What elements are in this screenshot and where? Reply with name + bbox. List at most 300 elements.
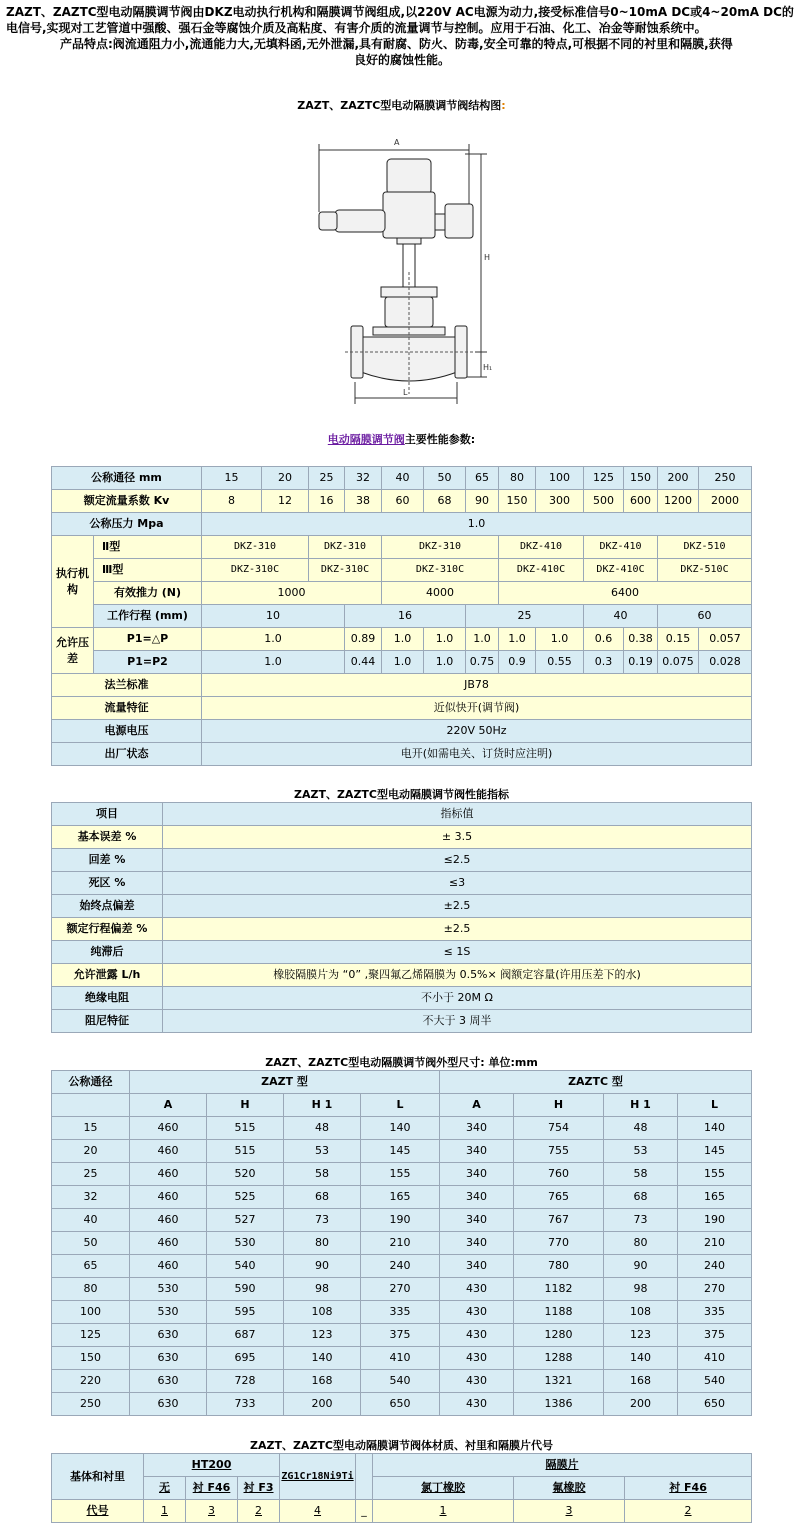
dim-cell: 240 — [361, 1255, 440, 1278]
dn-value: 40 — [382, 467, 424, 490]
table-row — [52, 1140, 752, 1163]
dim-cell: 123 — [284, 1324, 361, 1347]
dp1-value: 1.0 — [499, 628, 536, 651]
col-header: A — [440, 1094, 514, 1117]
dim-cell: 210 — [361, 1232, 440, 1255]
dim-cell: 155 — [678, 1163, 752, 1186]
type2-value: DKZ-310 — [202, 536, 309, 559]
dim-cell: 48 — [604, 1117, 678, 1140]
dn-cell: 150 — [52, 1347, 130, 1370]
table-row — [52, 467, 752, 490]
dn-value: 65 — [466, 467, 499, 490]
dimension-h1-label: H₁ — [483, 363, 493, 372]
diagram-title: ZAZT、ZAZTC型电动隔膜调节阀结构图: — [297, 99, 506, 112]
dim-cell: 770 — [514, 1232, 604, 1255]
dim-cell: 540 — [361, 1370, 440, 1393]
dim-cell: 460 — [130, 1163, 207, 1186]
dn-value: 80 — [499, 467, 536, 490]
dn-cell: 40 — [52, 1209, 130, 1232]
dim-cell: 270 — [678, 1278, 752, 1301]
dim-cell: 140 — [604, 1347, 678, 1370]
dim-cell: 527 — [207, 1209, 284, 1232]
table-row — [52, 1094, 752, 1117]
dn-value: 200 — [658, 467, 699, 490]
dim-cell: 687 — [207, 1324, 284, 1347]
type2-value: DKZ-410 — [584, 536, 658, 559]
dim-cell: 590 — [207, 1278, 284, 1301]
dim-cell: 460 — [130, 1232, 207, 1255]
dimension-l-label: L — [403, 388, 408, 397]
flange-value: JB78 — [202, 674, 752, 697]
dp2-value: 1.0 — [382, 651, 424, 674]
performance-parameters-table — [51, 466, 752, 766]
dim-cell: 1188 — [514, 1301, 604, 1324]
dim-cell: 460 — [130, 1255, 207, 1278]
dim-cell: 375 — [678, 1324, 752, 1347]
dim-cell: 90 — [284, 1255, 361, 1278]
dim-cell: 1321 — [514, 1370, 604, 1393]
flow-label: 流量特征 — [52, 697, 202, 720]
intro-paragraph-3: 良好的腐蚀性能。 — [353, 53, 450, 67]
dim-cell: 540 — [207, 1255, 284, 1278]
table-row — [52, 513, 752, 536]
zaztc-header: ZAZTC 型 — [440, 1071, 752, 1094]
type3-value: DKZ-510C — [658, 559, 752, 582]
dn-value: 125 — [584, 467, 624, 490]
dn-label: 公称通径 mm — [52, 467, 202, 490]
table-row — [52, 674, 752, 697]
dn-cell: 65 — [52, 1255, 130, 1278]
table-row — [52, 1477, 752, 1500]
kv-value: 600 — [624, 490, 658, 513]
dn-cell: 50 — [52, 1232, 130, 1255]
dn-cell: 100 — [52, 1301, 130, 1324]
dim-cell: 430 — [440, 1370, 514, 1393]
table-row — [52, 743, 752, 766]
kv-value: 16 — [309, 490, 345, 513]
stroke-value: 16 — [345, 605, 466, 628]
table-row — [52, 1500, 752, 1523]
dim-cell: 340 — [440, 1255, 514, 1278]
dim-cell: 430 — [440, 1393, 514, 1416]
dim-cell: 630 — [130, 1393, 207, 1416]
dim-cell: 540 — [678, 1370, 752, 1393]
dim-cell: 68 — [284, 1186, 361, 1209]
dim-cell: 340 — [440, 1140, 514, 1163]
dp1-label: P1=△P — [94, 628, 202, 651]
dim-cell: 53 — [284, 1140, 361, 1163]
dim-cell: 155 — [361, 1163, 440, 1186]
stroke-value: 40 — [584, 605, 658, 628]
type3-label: Ⅲ型 — [94, 559, 202, 582]
table-row — [52, 1010, 752, 1033]
kv-value: 150 — [499, 490, 536, 513]
dim-cell: 733 — [207, 1393, 284, 1416]
table-row — [52, 918, 752, 941]
dp2-value: 0.19 — [624, 651, 658, 674]
factory-label: 出厂状态 — [52, 743, 202, 766]
table-row — [52, 1232, 752, 1255]
performance-title: 电动隔膜调节阀主要性能参数: — [327, 433, 476, 446]
dp2-value: 0.3 — [584, 651, 624, 674]
table-row — [52, 536, 752, 559]
dp2-value: 0.75 — [466, 651, 499, 674]
code-value: _ — [356, 1500, 373, 1523]
intro-text — [6, 4, 798, 68]
col-header: A — [130, 1094, 207, 1117]
dim-cell: 410 — [361, 1347, 440, 1370]
dn-value: 50 — [424, 467, 466, 490]
power-label: 电源电压 — [52, 720, 202, 743]
table-row — [52, 697, 752, 720]
dp2-value: 0.9 — [499, 651, 536, 674]
table-row — [52, 1209, 752, 1232]
dp1-value: 1.0 — [536, 628, 584, 651]
dim-cell: 145 — [361, 1140, 440, 1163]
dim-cell: 515 — [207, 1117, 284, 1140]
dim-cell: 168 — [284, 1370, 361, 1393]
dp2-value: 1.0 — [202, 651, 345, 674]
kv-value: 2000 — [699, 490, 752, 513]
dp1-value: 0.6 — [584, 628, 624, 651]
dim-cell: 430 — [440, 1301, 514, 1324]
dn-value: 25 — [309, 467, 345, 490]
head-value: 指标值 — [163, 803, 752, 826]
dim-cell: 140 — [678, 1117, 752, 1140]
kv-value: 12 — [262, 490, 309, 513]
table-row — [52, 826, 752, 849]
index-value: 橡胶隔膜片为 “0” ,聚四氟乙烯隔膜为 0.5%× 阀额定容量(许用压差下的水) — [163, 964, 752, 987]
dn-cell: 250 — [52, 1393, 130, 1416]
table-row — [52, 895, 752, 918]
dim-cell: 90 — [604, 1255, 678, 1278]
index-key: 额定行程偏差 % — [52, 918, 163, 941]
dn-value: 20 — [262, 467, 309, 490]
table-row — [52, 490, 752, 513]
code-label: 代号 — [52, 1500, 144, 1523]
materials-code-table — [51, 1453, 752, 1523]
col-header: H — [514, 1094, 604, 1117]
dimension-h-label: H — [484, 253, 491, 262]
dim-cell: 460 — [130, 1117, 207, 1140]
col-header: H 1 — [604, 1094, 678, 1117]
index-key: 回差 % — [52, 849, 163, 872]
table-row — [52, 1255, 752, 1278]
dim-cell: 430 — [440, 1324, 514, 1347]
kv-value: 8 — [202, 490, 262, 513]
dim-cell: 335 — [678, 1301, 752, 1324]
col-header: L — [361, 1094, 440, 1117]
code-value: 1 — [373, 1500, 514, 1523]
dim-cell: 140 — [361, 1117, 440, 1140]
thrust-label: 有效推力 (N) — [94, 582, 202, 605]
table-row — [52, 1393, 752, 1416]
pn-label: 公称压力 Mpa — [52, 513, 202, 536]
type2-value: DKZ-310 — [309, 536, 382, 559]
dim-cell: 48 — [284, 1117, 361, 1140]
zg-header: ZG1Cr18Ni9Ti — [280, 1454, 356, 1500]
materials-title: ZAZT、ZAZTC型电动隔膜调节阀体材质、衬里和隔膜片代号 — [249, 1439, 553, 1452]
dim-cell: 695 — [207, 1347, 284, 1370]
dim-cell: 58 — [284, 1163, 361, 1186]
table-row — [52, 1163, 752, 1186]
index-value: ≤2.5 — [163, 849, 752, 872]
index-value: ±2.5 — [163, 918, 752, 941]
thrust-value: 6400 — [499, 582, 752, 605]
table-row — [52, 651, 752, 674]
dn-value: 100 — [536, 467, 584, 490]
dim-cell: 650 — [678, 1393, 752, 1416]
dim-cell: 1288 — [514, 1347, 604, 1370]
dim-cell: 80 — [604, 1232, 678, 1255]
performance-title-link[interactable]: 电动隔膜调节阀 — [327, 433, 405, 446]
kv-value: 38 — [345, 490, 382, 513]
table-row — [52, 872, 752, 895]
dn-header: 公称通径 — [52, 1071, 130, 1094]
table-row — [52, 559, 752, 582]
index-key: 始终点偏差 — [52, 895, 163, 918]
dim-cell: 340 — [440, 1209, 514, 1232]
table-row — [52, 605, 752, 628]
dn-cell: 80 — [52, 1278, 130, 1301]
dim-cell: 767 — [514, 1209, 604, 1232]
dp1-value: 1.0 — [202, 628, 345, 651]
dim-cell: 108 — [284, 1301, 361, 1324]
dim-cell: 73 — [284, 1209, 361, 1232]
dn-cell: 32 — [52, 1186, 130, 1209]
code-value: 2 — [238, 1500, 280, 1523]
dim-cell: 754 — [514, 1117, 604, 1140]
thrust-value: 1000 — [202, 582, 382, 605]
code-value: 2 — [625, 1500, 752, 1523]
dim-cell: 98 — [604, 1278, 678, 1301]
index-value: ± 3.5 — [163, 826, 752, 849]
dn-value: 250 — [699, 467, 752, 490]
dim-cell: 515 — [207, 1140, 284, 1163]
dim-cell: 520 — [207, 1163, 284, 1186]
kv-value: 300 — [536, 490, 584, 513]
dim-cell: 430 — [440, 1347, 514, 1370]
kv-value: 1200 — [658, 490, 699, 513]
dim-cell: 728 — [207, 1370, 284, 1393]
table-row — [52, 941, 752, 964]
dim-cell: 335 — [361, 1301, 440, 1324]
head-item: 项目 — [52, 803, 163, 826]
index-title: ZAZT、ZAZTC型电动隔膜调节阀性能指标 — [293, 788, 509, 801]
dn-value: 150 — [624, 467, 658, 490]
dim-cell: 73 — [604, 1209, 678, 1232]
dim-cell: 200 — [284, 1393, 361, 1416]
dp2-value: 1.0 — [424, 651, 466, 674]
dim-cell: 108 — [604, 1301, 678, 1324]
stroke-label: 工作行程 (mm) — [94, 605, 202, 628]
dim-cell: 168 — [604, 1370, 678, 1393]
dim-cell: 595 — [207, 1301, 284, 1324]
table-row — [52, 720, 752, 743]
dp1-value: 0.38 — [624, 628, 658, 651]
kv-label: 额定流量系数 Kv — [52, 490, 202, 513]
dim-cell: 460 — [130, 1186, 207, 1209]
ht200-header: HT200 — [144, 1454, 280, 1477]
dim-cell: 460 — [130, 1209, 207, 1232]
dim-cell: 765 — [514, 1186, 604, 1209]
diaphragm-sub-header: 氟橡胶 — [514, 1477, 625, 1500]
dimensions-table — [51, 1070, 752, 1416]
table-row — [52, 1301, 752, 1324]
dimensions-title: ZAZT、ZAZTC型电动隔膜调节阀外型尺寸: 单位:mm — [265, 1056, 538, 1069]
table-row — [52, 849, 752, 872]
dn-cell: 220 — [52, 1370, 130, 1393]
intro-paragraph-2: 产品特点:阀流通阻力小,流通能力大,无填料函,无外泄漏,具有耐腐、防火、防毒,安全可靠的特点,可根据不同的衬里和隔膜,获得 — [60, 37, 733, 51]
dp1-value: 1.0 — [466, 628, 499, 651]
dim-cell: 530 — [207, 1232, 284, 1255]
table-row — [52, 1071, 752, 1094]
type3-value: DKZ-310C — [382, 559, 499, 582]
table-row — [52, 1278, 752, 1301]
table-row — [52, 1370, 752, 1393]
dim-cell: 68 — [604, 1186, 678, 1209]
dim-cell: 190 — [361, 1209, 440, 1232]
diaphragm-sub-header: 衬 F46 — [625, 1477, 752, 1500]
index-key: 阻尼特征 — [52, 1010, 163, 1033]
index-key: 基本误差 % — [52, 826, 163, 849]
dim-cell: 1182 — [514, 1278, 604, 1301]
diaphragm-sub-header: 氯丁橡胶 — [373, 1477, 514, 1500]
dim-cell: 145 — [678, 1140, 752, 1163]
dp2-value: 0.075 — [658, 651, 699, 674]
col-header: H — [207, 1094, 284, 1117]
dim-cell: 760 — [514, 1163, 604, 1186]
dim-cell: 1280 — [514, 1324, 604, 1347]
table-row — [52, 1186, 752, 1209]
col-header: L — [678, 1094, 752, 1117]
dim-cell: 165 — [678, 1186, 752, 1209]
dim-cell: 53 — [604, 1140, 678, 1163]
factory-value: 电开(如需电关、订货时应注明) — [202, 743, 752, 766]
code-value: 3 — [186, 1500, 238, 1523]
dim-cell: 123 — [604, 1324, 678, 1347]
dn-cell: 125 — [52, 1324, 130, 1347]
type3-value: DKZ-310C — [309, 559, 382, 582]
table-row — [52, 1347, 752, 1370]
dim-cell: 270 — [361, 1278, 440, 1301]
diaphragm-header: 隔膜片 — [373, 1454, 752, 1477]
table-row — [52, 964, 752, 987]
dim-cell: 210 — [678, 1232, 752, 1255]
sub-header: 无 — [144, 1477, 186, 1500]
dim-cell: 780 — [514, 1255, 604, 1278]
dim-cell: 80 — [284, 1232, 361, 1255]
dim-cell: 525 — [207, 1186, 284, 1209]
col-header: H 1 — [284, 1094, 361, 1117]
thrust-value: 4000 — [382, 582, 499, 605]
flow-value: 近似快开(调节阀) — [202, 697, 752, 720]
dim-cell: 140 — [284, 1347, 361, 1370]
dim-cell: 58 — [604, 1163, 678, 1186]
kv-value: 90 — [466, 490, 499, 513]
dim-cell: 340 — [440, 1232, 514, 1255]
table-row — [52, 1454, 752, 1477]
code-value: 3 — [514, 1500, 625, 1523]
dn-cell: 20 — [52, 1140, 130, 1163]
performance-index-table — [51, 802, 752, 1033]
dp2-label: P1=P2 — [94, 651, 202, 674]
dimension-a-label: A — [394, 138, 400, 147]
intro-paragraph-1: ZAZT、ZAZTC型电动隔膜调节阀由DKZ电动执行机构和隔膜调节阀组成,以220V AC电源为动力,接受标准信号0~10mA DC或4~20mA DC的电信号,实现对工艺管道中强酸、强石金等腐蚀介质及高粘度、有害介质的流量调节与控制。应用于石油、化工、冶金等耐蚀系统中。 — [6, 5, 794, 35]
dim-cell: 650 — [361, 1393, 440, 1416]
table-row — [52, 803, 752, 826]
dim-cell: 375 — [361, 1324, 440, 1347]
valve-structure-drawing — [305, 132, 505, 410]
kv-value: 500 — [584, 490, 624, 513]
index-value: ≤3 — [163, 872, 752, 895]
dp1-value: 0.057 — [699, 628, 752, 651]
index-key: 纯滞后 — [52, 941, 163, 964]
index-value: ±2.5 — [163, 895, 752, 918]
index-key: 死区 % — [52, 872, 163, 895]
dim-cell: 340 — [440, 1186, 514, 1209]
stroke-value: 25 — [466, 605, 584, 628]
dp-label: 允许压差 — [52, 628, 94, 674]
index-key: 允许泄露 L/h — [52, 964, 163, 987]
kv-value: 60 — [382, 490, 424, 513]
dp2-value: 0.028 — [699, 651, 752, 674]
dn-value: 15 — [202, 467, 262, 490]
dim-cell: 630 — [130, 1347, 207, 1370]
type3-value: DKZ-310C — [202, 559, 309, 582]
flange-label: 法兰标准 — [52, 674, 202, 697]
sub-header: 衬 F3 — [238, 1477, 280, 1500]
type2-label: Ⅱ型 — [94, 536, 202, 559]
table-row — [52, 582, 752, 605]
stroke-value: 60 — [658, 605, 752, 628]
stroke-value: 10 — [202, 605, 345, 628]
dn-cell: 15 — [52, 1117, 130, 1140]
dp2-value: 0.44 — [345, 651, 382, 674]
dim-cell: 530 — [130, 1301, 207, 1324]
dim-cell: 410 — [678, 1347, 752, 1370]
dim-cell: 340 — [440, 1163, 514, 1186]
index-key: 绝缘电阻 — [52, 987, 163, 1010]
pn-value: 1.0 — [202, 513, 752, 536]
dp1-value: 1.0 — [424, 628, 466, 651]
index-value: 不大于 3 周半 — [163, 1010, 752, 1033]
dn-cell: 25 — [52, 1163, 130, 1186]
index-value: ≤ 1S — [163, 941, 752, 964]
type2-value: DKZ-410 — [499, 536, 584, 559]
dim-cell: 190 — [678, 1209, 752, 1232]
dim-cell: 240 — [678, 1255, 752, 1278]
type2-value: DKZ-310 — [382, 536, 499, 559]
sub-header: 衬 F46 — [186, 1477, 238, 1500]
kv-value: 68 — [424, 490, 466, 513]
dp1-value: 0.15 — [658, 628, 699, 651]
dim-cell: 530 — [130, 1278, 207, 1301]
type2-value: DKZ-510 — [658, 536, 752, 559]
code-value: 1 — [144, 1500, 186, 1523]
dim-cell: 460 — [130, 1140, 207, 1163]
dim-cell: 430 — [440, 1278, 514, 1301]
power-value: 220V 50Hz — [202, 720, 752, 743]
dn-value: 32 — [345, 467, 382, 490]
dim-cell: 630 — [130, 1370, 207, 1393]
dim-cell: 98 — [284, 1278, 361, 1301]
dim-cell: 1386 — [514, 1393, 604, 1416]
dim-cell: 630 — [130, 1324, 207, 1347]
base-label: 基体和衬里 — [52, 1454, 144, 1500]
dp2-value: 0.55 — [536, 651, 584, 674]
dp1-value: 1.0 — [382, 628, 424, 651]
